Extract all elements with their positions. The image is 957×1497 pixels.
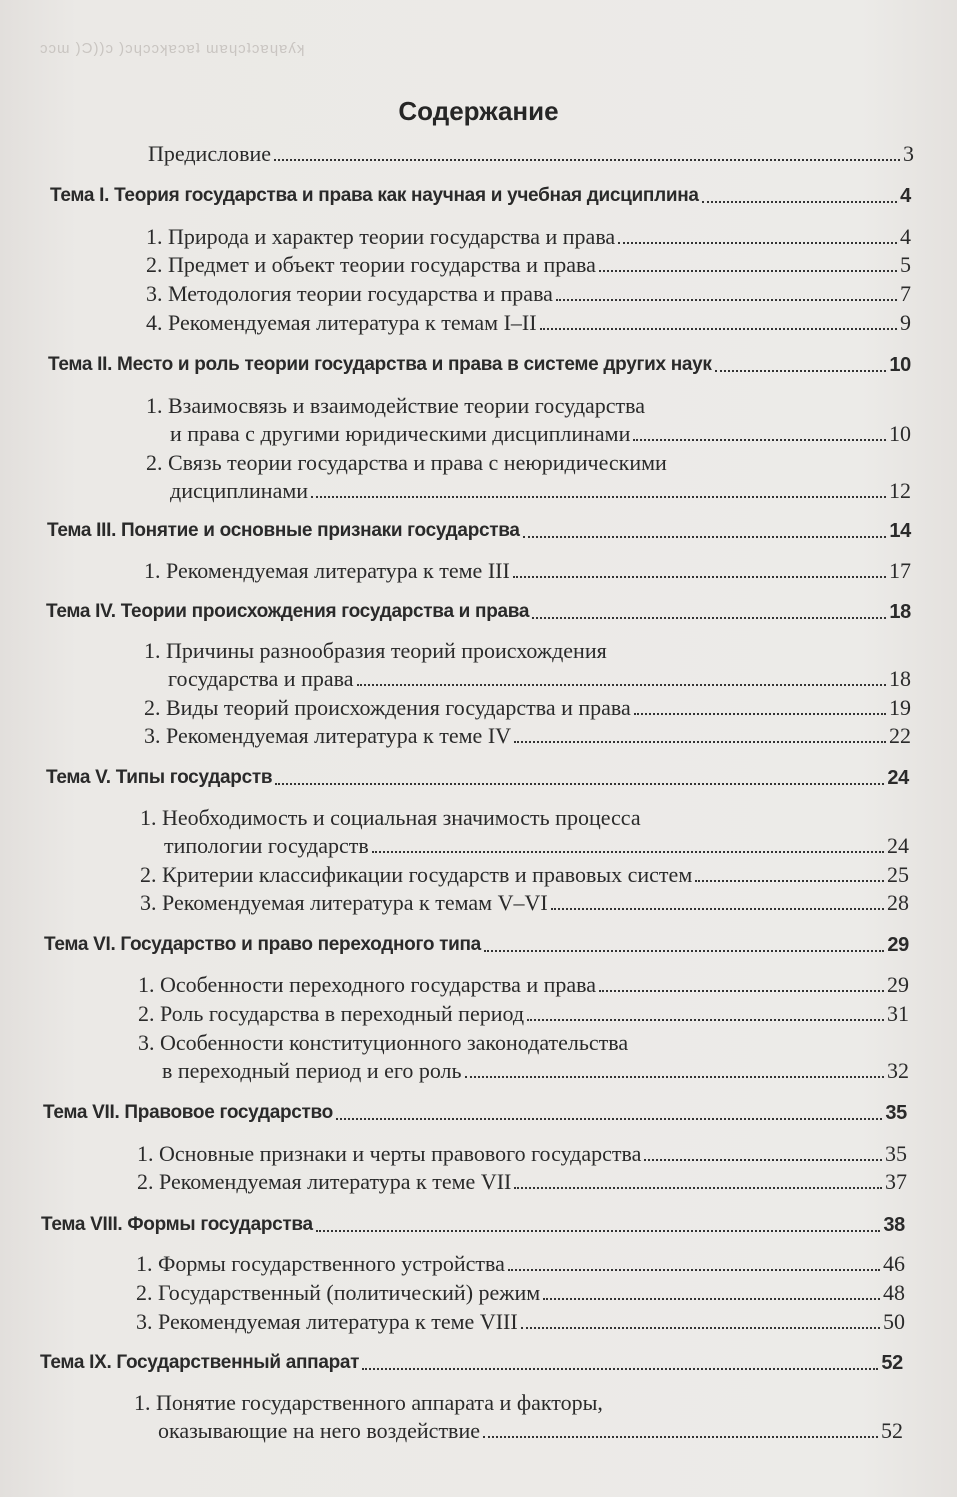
toc-page: 25 [887, 862, 909, 887]
dot-leader [599, 990, 884, 992]
toc-item[interactable] [138, 972, 909, 998]
toc-item[interactable] [144, 695, 911, 721]
toc-item[interactable] [164, 833, 909, 859]
toc-page: 32 [887, 1058, 909, 1083]
toc-label: 2. Роль государства в переходный период [138, 1001, 525, 1026]
toc-label: в переходный период и его роль [162, 1058, 462, 1083]
toc-page: 10 [889, 354, 911, 376]
toc-item[interactable] [136, 1309, 905, 1335]
dot-leader [715, 370, 887, 372]
toc-item[interactable] [138, 1001, 909, 1027]
toc-page: 18 [889, 601, 911, 623]
dot-leader [484, 950, 884, 952]
dot-leader [599, 270, 897, 272]
toc-topic[interactable] [50, 183, 911, 209]
toc-page: 24 [887, 833, 909, 858]
toc-item[interactable] [137, 1169, 907, 1195]
toc-label: 3. Рекомендуемая литература к темам V–VI [140, 890, 548, 915]
toc-label: 1. Природа и характер теории государства и права [146, 224, 616, 249]
toc-page: 22 [889, 723, 911, 748]
toc-item[interactable] [137, 1141, 907, 1167]
dot-leader [521, 1327, 880, 1329]
toc-label: оказывающие на него воздействие [158, 1418, 480, 1443]
toc-page: 24 [887, 767, 909, 789]
toc-topic[interactable] [47, 518, 911, 544]
dot-leader [372, 851, 884, 853]
dot-leader [644, 1159, 882, 1161]
page-title: Содержание [398, 96, 559, 126]
toc-page: 38 [883, 1214, 905, 1236]
toc-item[interactable] [162, 1058, 909, 1084]
dot-leader [543, 1298, 880, 1300]
toc-item-line1: 3. Особенности конституционного законодательства [138, 1030, 629, 1055]
toc-label: 1. Основные признаки и черты правового государства [137, 1141, 642, 1166]
toc-item[interactable] [136, 1280, 905, 1306]
toc-item-line1: 1. Необходимость и социальная значимость процесса [140, 805, 641, 830]
toc-item[interactable] [136, 1251, 905, 1277]
dot-leader [556, 299, 897, 301]
toc-label: 2. Виды теорий происхождения государства и права [144, 695, 631, 720]
dot-leader [633, 439, 886, 441]
toc-item[interactable] [144, 558, 911, 584]
toc-topic[interactable] [48, 352, 911, 378]
dot-leader [551, 908, 884, 910]
toc-page: 50 [883, 1309, 905, 1334]
toc-page: 28 [887, 890, 909, 915]
toc-item[interactable] [144, 723, 911, 749]
dot-leader [336, 1118, 882, 1120]
dot-leader [514, 1187, 882, 1189]
dot-leader [523, 536, 887, 538]
toc-topic-label: Тема II. Место и роль теории государства и права в системе других наук [48, 354, 712, 375]
toc-label: типологии государств [164, 833, 369, 858]
toc-page: 3 [903, 141, 914, 166]
dot-leader [514, 741, 886, 743]
toc-item[interactable] [170, 421, 911, 447]
toc-item[interactable] [168, 666, 911, 692]
toc-topic[interactable] [41, 1212, 905, 1238]
toc-topic[interactable] [46, 765, 909, 791]
toc-item[interactable] [146, 281, 911, 307]
toc-label: 3. Рекомендуемая литература к теме IV [144, 723, 512, 748]
bleed-through-header: ɔɔɯ )Ɔ))ɔ )ɔɥɔɔʞɐɔɐʇ ɯɐɥɔʇɔɐɥɐʎʞ [40, 40, 306, 57]
toc-item[interactable] [146, 224, 911, 250]
dot-leader [513, 576, 886, 578]
toc-page: 9 [900, 310, 911, 335]
toc-page: 29 [887, 972, 909, 997]
toc-item-line1: 1. Понятие государственного аппарата и факторы, [134, 1390, 603, 1415]
toc-label: государства и права [168, 666, 354, 691]
dot-leader [483, 1436, 878, 1438]
toc-label: 1. Особенности переходного государства и права [138, 972, 597, 997]
toc-topic-label: Тема VIII. Формы государства [41, 1214, 313, 1235]
toc-label: 2. Критерии классификации государств и правовых систем [140, 862, 693, 887]
toc-topic-label: Тема V. Типы государств [46, 767, 273, 788]
toc-label: и права с другими юридическими дисциплинами [170, 421, 631, 446]
toc-label: 2. Рекомендуемая литература к теме VII [137, 1169, 512, 1194]
toc-page: 19 [889, 695, 911, 720]
toc-label: 2. Предмет и объект теории государства и права [146, 252, 596, 277]
toc-page: 29 [887, 934, 909, 956]
dot-leader [702, 201, 898, 203]
toc-label: 1. Рекомендуемая литература к теме III [144, 558, 510, 583]
toc-row-preface[interactable] [148, 141, 914, 167]
toc-page: 17 [889, 558, 911, 583]
toc-item[interactable] [146, 310, 911, 336]
toc-topic[interactable] [40, 1350, 903, 1376]
toc-page: 48 [883, 1280, 905, 1305]
dot-leader [532, 617, 886, 619]
toc-page: 31 [887, 1001, 909, 1026]
dot-leader [275, 783, 884, 785]
toc-topic[interactable] [44, 932, 909, 958]
toc-page: 10 [889, 421, 911, 446]
dot-leader [316, 1230, 881, 1232]
dot-leader [527, 1019, 884, 1021]
toc-topic-label: Тема IV. Теории происхождения государства и права [46, 601, 530, 622]
toc-label: 3. Методология теории государства и права [146, 281, 553, 306]
toc-page: 52 [881, 1418, 903, 1443]
toc-topic[interactable] [46, 599, 911, 625]
toc-page: 7 [900, 281, 911, 306]
toc-item[interactable] [170, 478, 911, 504]
toc-topic-label: Тема I. Теория государства и права как научная и учебная дисциплина [50, 185, 699, 206]
dot-leader [508, 1269, 880, 1271]
toc-item-line1: 2. Связь теории государства и права с неюридическими [146, 450, 667, 475]
dot-leader [540, 328, 897, 330]
toc-page: 46 [883, 1251, 905, 1276]
toc-page: 52 [881, 1352, 903, 1374]
toc-item-line1: 1. Взаимосвязь и взаимодействие теории государства [146, 393, 646, 418]
toc-page: 37 [885, 1169, 907, 1194]
toc-page: 14 [889, 520, 911, 542]
dot-leader [634, 713, 886, 715]
toc-label: 1. Формы государственного устройства [136, 1251, 505, 1276]
toc-page: 4 [900, 224, 911, 249]
dot-leader [274, 159, 900, 161]
toc-item[interactable] [140, 862, 909, 888]
toc-topic-label: Тема VII. Правовое государство [43, 1102, 333, 1123]
dot-leader [362, 1368, 878, 1370]
toc-topic-label: Тема III. Понятие и основные признаки государства [47, 520, 520, 541]
toc-page: 18 [889, 666, 911, 691]
toc-page: 5 [900, 252, 911, 277]
toc-page: 35 [885, 1102, 907, 1124]
toc-item-line1: 1. Причины разнообразия теорий происхождения [144, 638, 607, 663]
toc-item[interactable] [146, 252, 911, 278]
toc-topic-label: Тема IX. Государственный аппарат [40, 1352, 360, 1373]
toc-label: 4. Рекомендуемая литература к темам I–II [146, 310, 537, 335]
toc-label: дисциплинами [170, 478, 309, 503]
dot-leader [311, 496, 886, 498]
toc-topic[interactable] [43, 1100, 907, 1126]
dot-leader [465, 1076, 884, 1078]
toc-page: 12 [889, 478, 911, 503]
dot-leader [695, 880, 884, 882]
toc-label: 2. Государственный (политический) режим [136, 1280, 541, 1305]
toc-page: 4 [900, 185, 911, 207]
dot-leader [618, 242, 897, 244]
dot-leader [357, 684, 887, 686]
toc-label: Предисловие [148, 141, 271, 166]
toc-page: 35 [885, 1141, 907, 1166]
toc-item[interactable] [158, 1418, 903, 1444]
toc-topic-label: Тема VI. Государство и право переходного типа [44, 934, 481, 955]
toc-item[interactable] [140, 890, 909, 916]
toc-label: 3. Рекомендуемая литература к теме VIII [136, 1309, 518, 1334]
